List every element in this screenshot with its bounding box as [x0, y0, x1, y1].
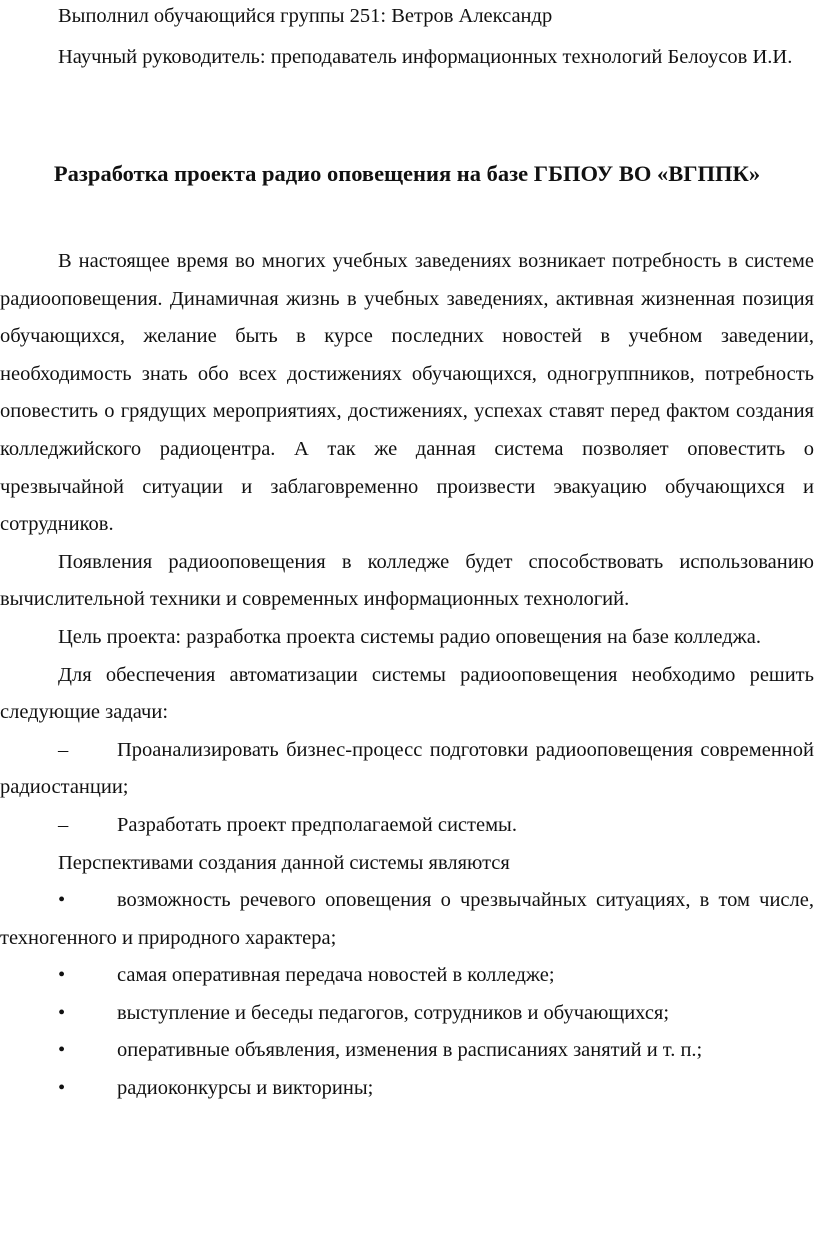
list-item [0, 807, 814, 845]
prospect-text: оперативные объявления, изменения в расписаниях занятий и т. п.; [117, 1039, 703, 1062]
list-item [0, 957, 814, 995]
task-text: Проанализировать бизнес-процесс подготовки радиооповещения современной радиостанции; [0, 738, 814, 799]
paragraph-prospects-intro: Перспективами создания данной системы являются [58, 851, 510, 874]
tasks-list [0, 732, 814, 845]
prospect-text: самая оперативная передача новостей в колледже; [117, 964, 555, 987]
list-item [0, 882, 814, 957]
dash-marker: – [58, 813, 69, 836]
dash-marker: – [58, 738, 69, 761]
list-item [0, 732, 814, 807]
prospect-text: выступление и беседы педагогов, сотрудников и обучающихся; [117, 1001, 670, 1024]
list-item [0, 995, 814, 1033]
supervisor-line: Научный руководитель: преподаватель информационных технологий Белоусов И.И. [58, 46, 793, 68]
prospects-list [0, 882, 814, 1108]
bullet-marker: • [58, 889, 66, 912]
list-item [0, 1070, 814, 1108]
bullet-marker: • [58, 1001, 66, 1024]
prospect-text: возможность речевого оповещения о чрезвычайных ситуациях, в том числе, техногенного и природного характера; [0, 889, 814, 949]
document-body [0, 243, 814, 1108]
list-item [0, 1032, 814, 1070]
bullet-marker: • [58, 964, 66, 987]
author-line: Выполнил обучающийся группы 251: Ветров Александр [58, 5, 553, 27]
paragraph-intro: В настоящее время во многих учебных заведениях возникает потребность в системе радиооповещения. Динамичная жизнь в учебных заведениях, активная жизненная позиция обучающихся, желание быть в курсе последних новостей в учебном заведении, необходимость знать обо всех достижениях обучающихся, одногруппников, потребность оповестить о грядущих мероприятиях, достижениях, успехах ставят перед фактом создания колледжийского радиоцентра. А так же данная система позволяет оповестить о чрезвычайной ситуации и заблаговременно произвести эвакуацию обучающихся и сотрудников. [0, 250, 814, 536]
paragraph-technology: Появления радиооповещения в колледже будет способствовать использованию вычислительной техники и современных информационных технологий. [0, 550, 814, 611]
paragraph-goal: Цель проекта: разработка проекта системы радио оповещения на базе колледжа. [58, 625, 762, 648]
bullet-marker: • [58, 1039, 66, 1062]
paragraph-tasks-intro: Для обеспечения автоматизации системы радиооповещения необходимо решить следующие задачи: [0, 663, 814, 724]
bullet-marker: • [58, 1077, 66, 1100]
prospect-text: радиоконкурсы и викторины; [117, 1077, 374, 1100]
document-title: Разработка проекта радио оповещения на базе ГБПОУ ВО «ВГППК» [53, 161, 761, 186]
task-text: Разработать проект предполагаемой системы. [117, 813, 517, 836]
